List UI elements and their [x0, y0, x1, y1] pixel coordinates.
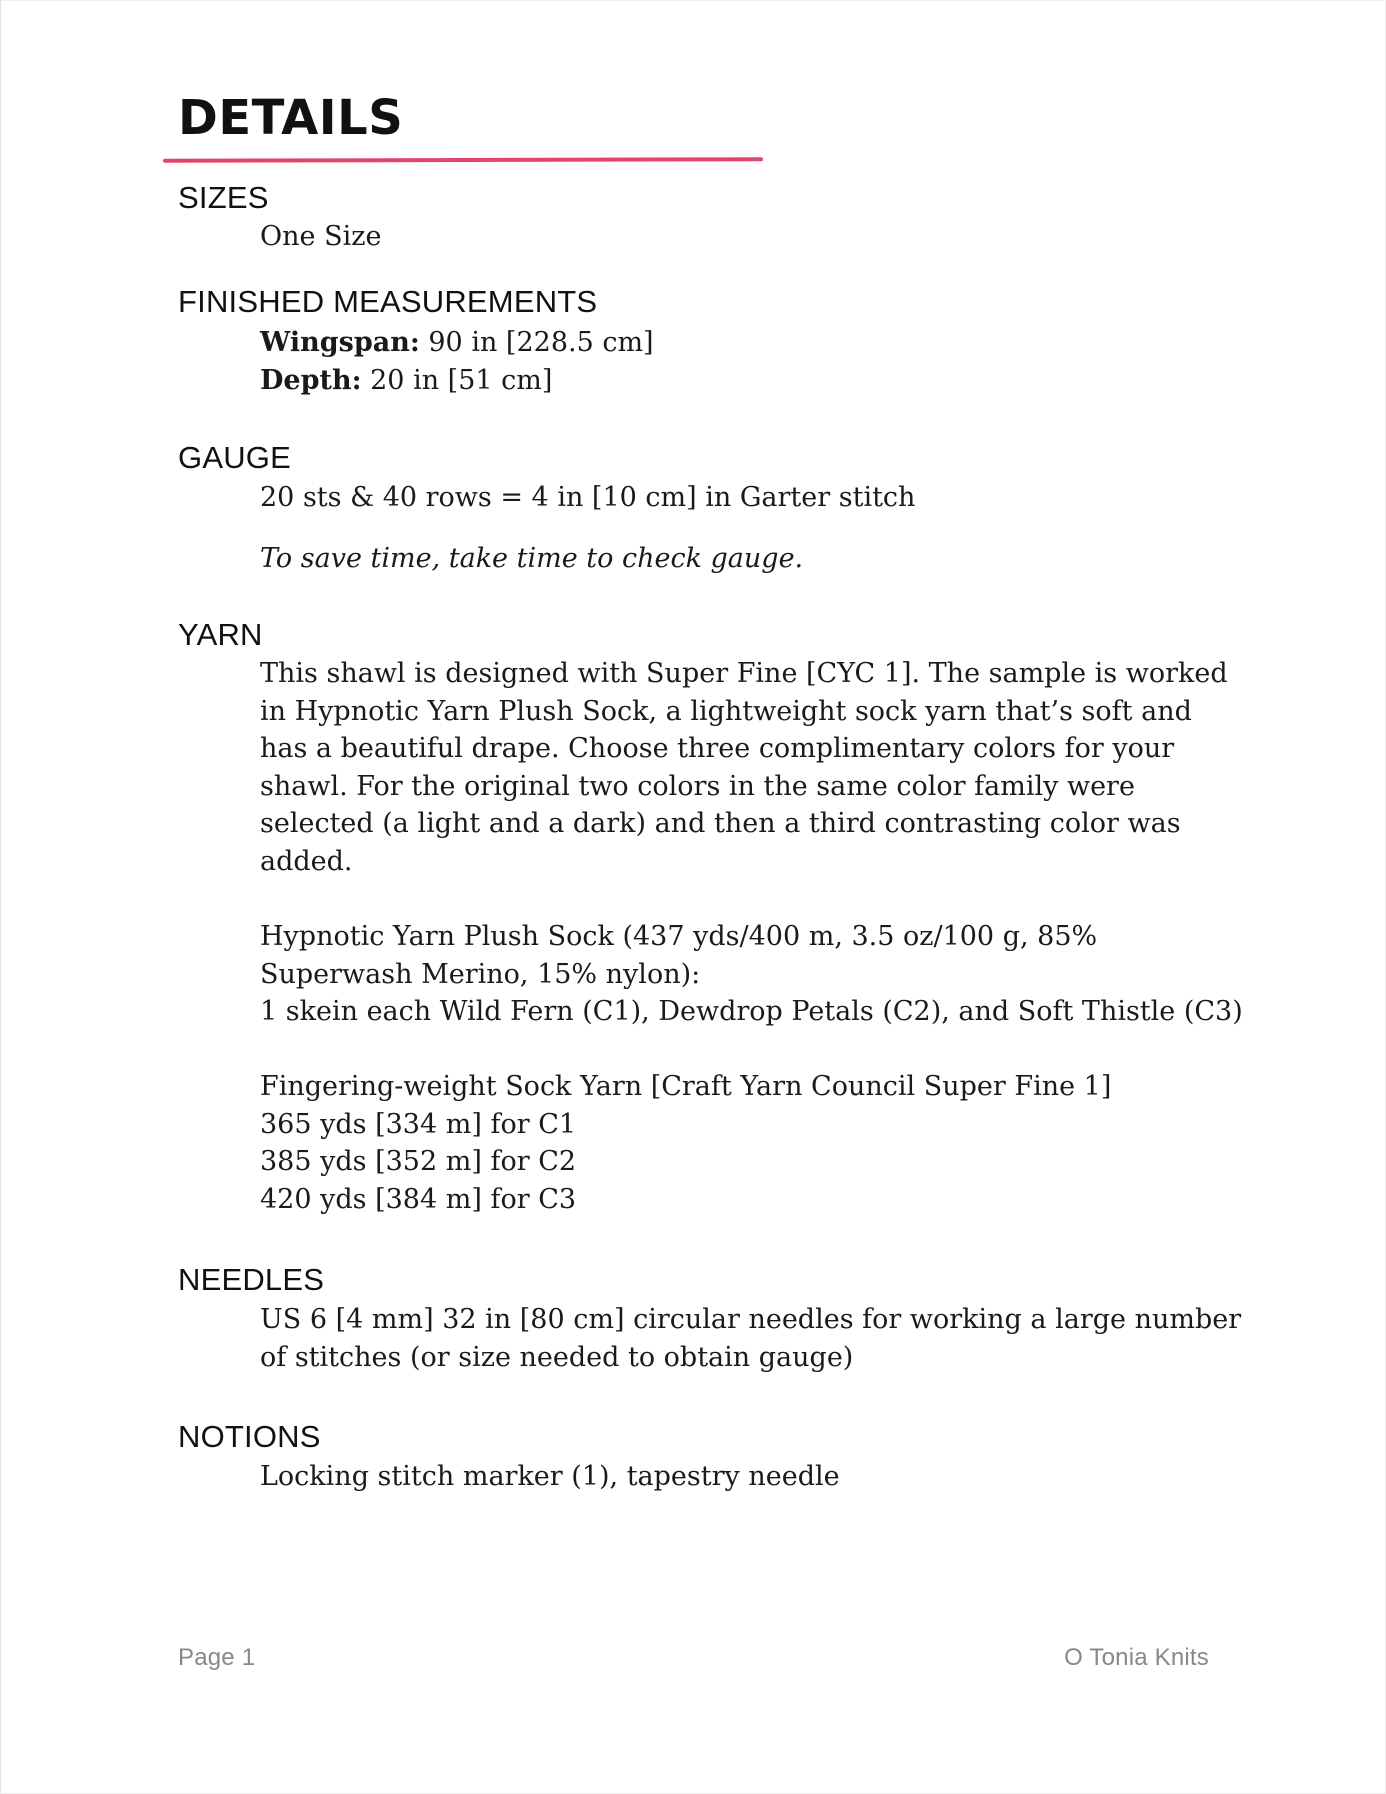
- needles-line: of stitches (or size needed to obtain gauge): [260, 1341, 854, 1373]
- page-number: Page 1: [178, 1644, 256, 1671]
- yarn-sample: [260, 918, 1243, 1031]
- notions-heading: NOTIONS: [178, 1419, 321, 1454]
- yarn-generic-line: 365 yds [334 m] for C1: [260, 1108, 577, 1140]
- yarn-description-line: added.: [260, 845, 353, 877]
- depth-label: Depth:: [260, 364, 362, 396]
- yarn-generic: [260, 1068, 1240, 1218]
- notions-value: Locking stitch marker (1), tapestry needle: [260, 1461, 840, 1492]
- yarn-description-line: has a beautiful drape. Choose three complimentary colors for your: [260, 733, 1175, 764]
- yarn-description-line: shawl. For the original two colors in the same color family were: [260, 770, 1135, 802]
- yarn-sample-line: 1 skein each Wild Fern (C1), Dewdrop Petals (C2), and Soft Thistle (C3): [260, 996, 1243, 1027]
- needles-line: US 6 [4 mm] 32 in [80 cm] circular needles for working a large number: [260, 1304, 1242, 1335]
- yarn-generic-line: 385 yds [352 m] for C2: [260, 1146, 577, 1177]
- yarn-description: [260, 655, 1240, 880]
- depth-value: 20 in [51 cm]: [361, 364, 553, 396]
- yarn-heading: YARN: [178, 617, 263, 652]
- finished-measurements-heading: FINISHED MEASUREMENTS: [178, 284, 598, 319]
- sizes-heading: SIZES: [178, 180, 269, 215]
- yarn-generic-line: Fingering-weight Sock Yarn [Craft Yarn Council Super Fine 1]: [260, 1071, 1112, 1102]
- yarn-description-line: This shawl is designed with Super Fine [CYC 1]. The sample is worked: [260, 658, 1228, 689]
- page-title: DETAILS: [178, 90, 404, 146]
- copyright-notice: O Tonia Knits: [1064, 1644, 1209, 1671]
- document-page: [178, 88, 1243, 1492]
- depth-row: [260, 362, 1240, 400]
- yarn-description-line: selected (a light and a dark) and then a third contrasting color was: [260, 808, 1181, 839]
- gauge-note: To save time, take time to check gauge.: [260, 543, 804, 574]
- needles-value: [260, 1301, 1240, 1376]
- yarn-sample-line: Hypnotic Yarn Plush Sock (437 yds/400 m, 3.5 oz/100 g, 85%: [260, 921, 1098, 952]
- wingspan-label: Wingspan:: [260, 327, 420, 358]
- sizes-value: One Size: [260, 221, 382, 252]
- wingspan-value: 90 in [228.5 cm]: [419, 327, 654, 358]
- gauge-heading: GAUGE: [178, 440, 291, 475]
- wingspan-row: [260, 324, 1240, 362]
- yarn-sample-line: Superwash Merino, 15% nylon):: [260, 958, 701, 990]
- finished-measurements-list: [260, 324, 1240, 399]
- gauge-value: 20 sts & 40 rows = 4 in [10 cm] in Garter stitch: [260, 482, 916, 513]
- yarn-description-line: in Hypnotic Yarn Plush Sock, a lightweight sock yarn that’s soft and: [260, 695, 1192, 727]
- yarn-generic-line: 420 yds [384 m] for C3: [260, 1183, 577, 1215]
- needles-heading: NEEDLES: [178, 1262, 325, 1297]
